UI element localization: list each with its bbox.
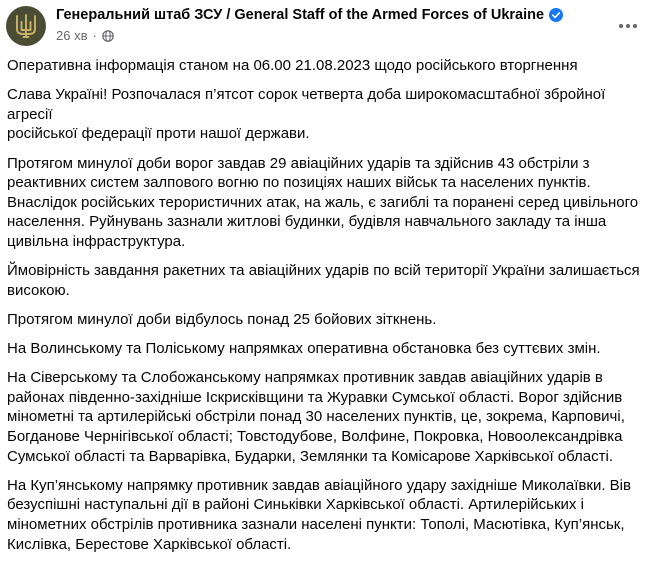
post-paragraph: На Сіверському та Слобожанському напрямках противник завдав авіаційних ударів в районах південно-західніше Іскрисківщини та Журавки Сумської області. Ворог здійснив мінометні та артилерійські обстріли понад 30 населених пунктів, це, зокрема, Карповичі, Богданове Чернігівської області; Товстодубове, Волфине, Покровка, Новоолександрівка Сумської області та Варварівка, Бударки, Землянки та Комісарове Харківської області. <box>7 369 625 465</box>
post-timestamp[interactable]: 26 хв <box>56 28 88 43</box>
author-name[interactable] <box>56 7 563 23</box>
post-paragraph: На Куп’янському напрямку противник завдав авіаційного удару західніше Миколаївки. Вів безуспішні наступальні дії в районі Синьківки Харківської області. Артилерійських і мінометних обстрілів противника зазнали населені пункти: Тополі, Масютівка, Куп’янськ, Кислівка, Берестове Харківської області. <box>7 476 631 553</box>
post-paragraph: Ймовірність завдання ракетних та авіаційних ударів по всій території України залишається високою. <box>7 262 640 299</box>
post-paragraph: Слава Україні! Розпочалася п’ятсот сорок четверта доба широкомасштабної збройної агресії російської федерації проти нашої держави. <box>7 86 606 143</box>
avatar[interactable] <box>6 6 46 46</box>
post-body <box>7 56 647 564</box>
author-name-text: Генеральний штаб ЗСУ / General Staff of the Armed Forces of Ukraine <box>56 7 545 23</box>
post-paragraph: Оперативна інформація станом на 06.00 21.08.2023 щодо російського вторгнення <box>7 57 578 74</box>
meta-separator: · <box>92 28 97 43</box>
globe-icon[interactable] <box>102 30 114 42</box>
verified-badge-icon <box>549 8 563 22</box>
more-options-button[interactable] <box>614 12 642 40</box>
post-paragraph: Протягом минулої доби ворог завдав 29 авіаційних ударів та здійснив 43 обстріли з реактивних систем залпового вогню по позиціях наших військ та населених пунктів. Внаслідок російських терористичних атак, на жаль, є загиблі та поранені серед цивільного населення. Руйнувань зазнали житлові будинки, будівля навчального закладу та інша цивільна інфраструктура. <box>7 154 639 250</box>
post-paragraph: Протягом минулої доби відбулось понад 25 бойових зіткнень. <box>7 310 437 328</box>
more-horizontal-icon <box>618 23 638 29</box>
post-meta <box>56 28 114 43</box>
post-header <box>0 0 654 52</box>
trident-emblem-icon <box>14 13 38 39</box>
post-paragraph: На Волинському та Поліському напрямках оперативна обстановка без суттєвих змін. <box>7 340 601 358</box>
